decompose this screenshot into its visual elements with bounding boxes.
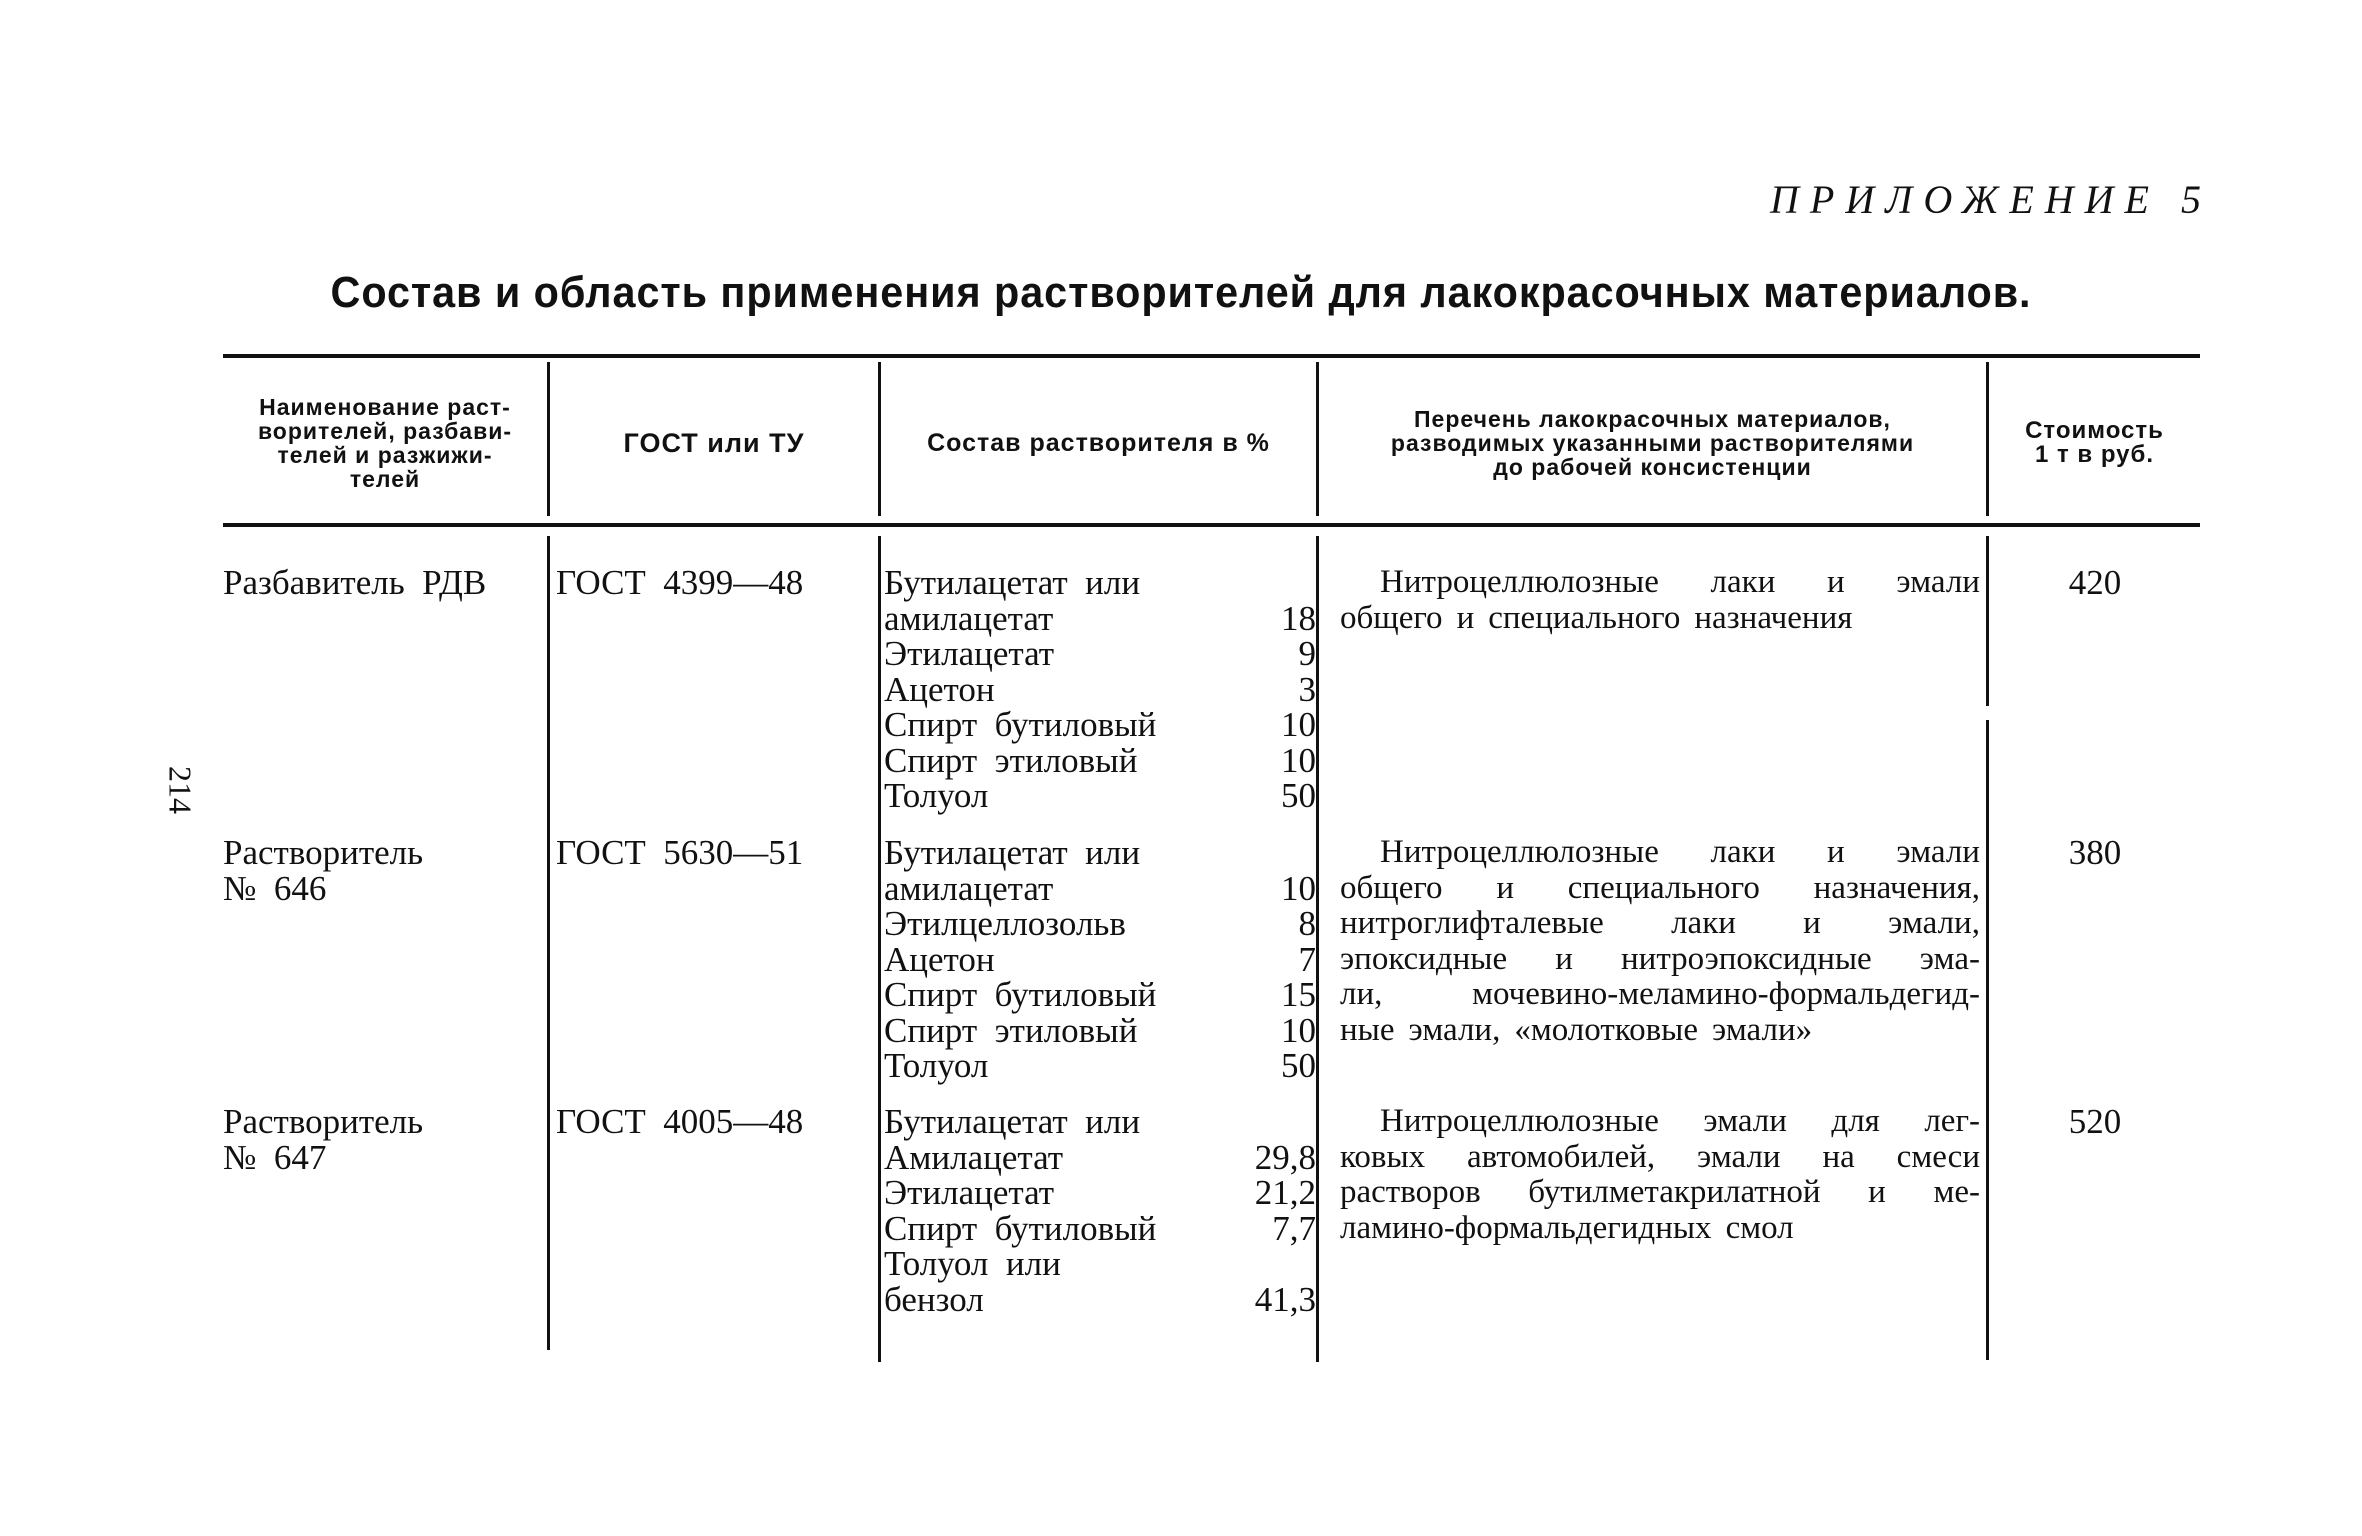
component-percent: 50 xyxy=(1281,1046,1316,1085)
header-name: Наименование раст- ворителей, разбави- телей и разжижи- телей xyxy=(257,393,513,492)
materials-word: лаки xyxy=(1710,564,1776,600)
materials-line xyxy=(1340,942,1980,978)
table-top-rule xyxy=(223,354,2200,358)
appendix-label: ПРИЛОЖЕНИЕ 5 xyxy=(1770,177,2212,222)
component-name: Ацетон xyxy=(884,939,995,979)
materials-description xyxy=(1340,1104,1980,1246)
component-name: Спирт бутиловый xyxy=(884,975,1157,1014)
composition-row xyxy=(884,740,1316,780)
materials-line xyxy=(1340,835,1980,871)
composition-row xyxy=(884,1246,1316,1282)
header-gost: ГОСТ или ТУ xyxy=(623,427,805,458)
component-percent: 21,2 xyxy=(1254,1173,1316,1212)
materials-word: эмали xyxy=(1896,834,1980,870)
composition-list xyxy=(884,1104,1316,1317)
composition-list xyxy=(884,565,1316,814)
materials-word: Нитроцеллюлозные xyxy=(1380,834,1659,870)
component-name: Спирт этиловый xyxy=(884,1010,1138,1050)
materials-line xyxy=(1340,1140,1980,1176)
component-name: Этилцеллозольв xyxy=(884,904,1126,943)
materials-word: общего xyxy=(1340,869,1443,906)
component-percent: 10 xyxy=(1281,705,1316,744)
component-name: Этилацетат xyxy=(884,634,1055,673)
composition-list xyxy=(884,835,1316,1084)
materials-word: эмали xyxy=(1703,1103,1787,1139)
cost-value: 520 xyxy=(2068,1102,2122,1141)
component-percent: 3 xyxy=(1298,669,1316,709)
materials-word: и xyxy=(1456,599,1475,636)
materials-word: Нитроцеллюлозные xyxy=(1380,1103,1659,1139)
component-percent: 10 xyxy=(1281,740,1316,780)
materials-word: ные xyxy=(1340,1011,1395,1048)
materials-word: эмали xyxy=(1697,1138,1781,1175)
materials-word: и xyxy=(1827,564,1845,600)
component-percent: 18 xyxy=(1281,598,1316,638)
materials-word: эмали» xyxy=(1712,1011,1813,1048)
materials-line xyxy=(1340,1211,1980,1247)
gost-number: ГОСТ 5630—51 xyxy=(556,833,804,872)
composition-row xyxy=(884,939,1316,979)
column-divider xyxy=(547,536,550,1350)
materials-word: лаки xyxy=(1710,834,1776,870)
materials-word: «молотковые xyxy=(1514,1011,1699,1048)
materials-word: автомобилей, xyxy=(1467,1138,1656,1175)
component-percent: 41,3 xyxy=(1254,1279,1316,1319)
materials-word: и xyxy=(1555,940,1573,977)
component-name: Толуол xyxy=(884,776,989,815)
header-bottom-rule xyxy=(223,523,2200,527)
composition-row xyxy=(884,598,1316,638)
composition-row xyxy=(884,565,1316,601)
materials-word: лаки xyxy=(1671,905,1736,941)
gost-number: ГОСТ 4005—48 xyxy=(556,1102,804,1141)
component-percent: 15 xyxy=(1281,975,1316,1014)
materials-line xyxy=(1340,1175,1980,1211)
composition-row xyxy=(884,636,1316,672)
materials-word: и xyxy=(1827,834,1845,870)
component-name: амилацетат xyxy=(884,868,1054,908)
composition-row xyxy=(884,835,1316,871)
materials-word: нитроглифталевые xyxy=(1340,905,1604,941)
component-name: Бутилацетат или xyxy=(884,833,1141,872)
materials-word: эпоксидные xyxy=(1340,940,1508,977)
composition-row xyxy=(884,669,1316,709)
materials-word: ме- xyxy=(1933,1174,1980,1210)
materials-word: лег- xyxy=(1924,1103,1980,1139)
composition-row xyxy=(884,1175,1316,1211)
component-percent: 10 xyxy=(1281,868,1316,908)
materials-word: общего xyxy=(1340,599,1443,636)
solvent-name-line: № 647 xyxy=(223,1137,327,1177)
component-percent: 7 xyxy=(1298,939,1316,979)
component-name: Толуол xyxy=(884,1046,989,1085)
solvent-name xyxy=(223,565,553,601)
component-name: Толуол или xyxy=(884,1244,1061,1283)
materials-line xyxy=(1340,565,1980,601)
composition-row xyxy=(884,906,1316,942)
materials-word: растворов xyxy=(1340,1174,1481,1210)
materials-word: эмали, xyxy=(1408,1011,1501,1048)
component-percent: 9 xyxy=(1298,634,1316,673)
materials-word: назначения, xyxy=(1813,869,1980,906)
component-name: Бутилацетат или xyxy=(884,563,1141,602)
materials-word: специального xyxy=(1488,599,1681,636)
gost-number: ГОСТ 4399—48 xyxy=(556,563,804,602)
component-percent: 50 xyxy=(1281,776,1316,815)
composition-row xyxy=(884,1137,1316,1177)
materials-description xyxy=(1340,565,1980,636)
composition-row xyxy=(884,778,1316,814)
composition-row xyxy=(884,1010,1316,1050)
component-name: Этилацетат xyxy=(884,1173,1055,1212)
page-number: 214 xyxy=(162,766,199,814)
component-name: Спирт бутиловый xyxy=(884,1208,1157,1248)
column-divider xyxy=(1316,536,1319,1362)
component-name: Ацетон xyxy=(884,669,995,709)
materials-word: смол xyxy=(1725,1209,1794,1246)
materials-word: и xyxy=(1803,905,1821,941)
composition-row xyxy=(884,1279,1316,1319)
component-percent: 8 xyxy=(1298,904,1316,943)
materials-word: и xyxy=(1868,1174,1886,1210)
composition-row xyxy=(884,1208,1316,1248)
component-name: Амилацетат xyxy=(884,1137,1064,1177)
component-percent: 7,7 xyxy=(1272,1208,1316,1248)
solvent-name-line: Разбавитель РДВ xyxy=(223,563,487,602)
composition-row xyxy=(884,707,1316,743)
materials-word: Нитроцеллюлозные xyxy=(1380,564,1659,600)
component-name: Спирт бутиловый xyxy=(884,705,1157,744)
header-composition: Состав растворителя в % xyxy=(927,428,1270,457)
composition-row xyxy=(884,868,1316,908)
materials-word: ламино-формальдегидных xyxy=(1340,1209,1712,1246)
materials-word: ли, xyxy=(1340,976,1383,1012)
materials-line xyxy=(1340,871,1980,907)
composition-row xyxy=(884,1104,1316,1140)
materials-word: для xyxy=(1831,1103,1880,1139)
page-title: Состав и область применения растворителей для лакокрасочных материалов. xyxy=(330,268,2032,317)
solvent-name xyxy=(223,835,553,906)
component-name: Спирт этиловый xyxy=(884,740,1138,780)
materials-word: эмали xyxy=(1896,564,1980,600)
composition-row xyxy=(884,977,1316,1013)
composition-row xyxy=(884,1048,1316,1084)
materials-word: эма- xyxy=(1919,940,1980,977)
solvent-name-line: Растворитель xyxy=(223,833,424,872)
materials-line xyxy=(1340,601,1980,637)
cost-value: 420 xyxy=(2068,563,2122,602)
materials-word: смеси xyxy=(1896,1138,1980,1175)
materials-word: эмали, xyxy=(1888,905,1980,941)
materials-line xyxy=(1340,1013,1980,1049)
component-name: Бутилацетат или xyxy=(884,1102,1141,1141)
solvent-name xyxy=(223,1104,553,1175)
component-percent: 29,8 xyxy=(1254,1137,1316,1177)
materials-word: на xyxy=(1822,1138,1855,1175)
component-name: амилацетат xyxy=(884,598,1054,638)
materials-word: нитроэпоксидные xyxy=(1621,940,1872,977)
header-cost: Стоимость 1 т в руб. xyxy=(2025,416,2164,468)
cost-value: 380 xyxy=(2068,833,2122,872)
materials-word: назначения xyxy=(1694,599,1853,636)
materials-word: и xyxy=(1496,869,1514,906)
materials-word: специального xyxy=(1567,869,1760,906)
materials-word: ковых xyxy=(1340,1138,1426,1175)
solvent-name-line: № 646 xyxy=(223,868,327,908)
materials-line xyxy=(1340,906,1980,942)
column-divider xyxy=(1986,720,1989,1360)
header-materials: Перечень лакокрасочных материалов, разводимых указанными растворителями до рабочей консистенции xyxy=(1390,405,1915,480)
materials-word: бутилметакрилатной xyxy=(1528,1174,1821,1210)
solvent-name-line: Растворитель xyxy=(223,1102,424,1141)
materials-description xyxy=(1340,835,1980,1048)
component-name: бензол xyxy=(884,1279,984,1319)
materials-word: мочевино-меламино-формальдегид- xyxy=(1472,976,1980,1012)
column-divider xyxy=(878,536,881,1362)
materials-line xyxy=(1340,977,1980,1013)
component-percent: 10 xyxy=(1281,1010,1316,1050)
materials-line xyxy=(1340,1104,1980,1140)
column-divider xyxy=(1986,536,1989,706)
